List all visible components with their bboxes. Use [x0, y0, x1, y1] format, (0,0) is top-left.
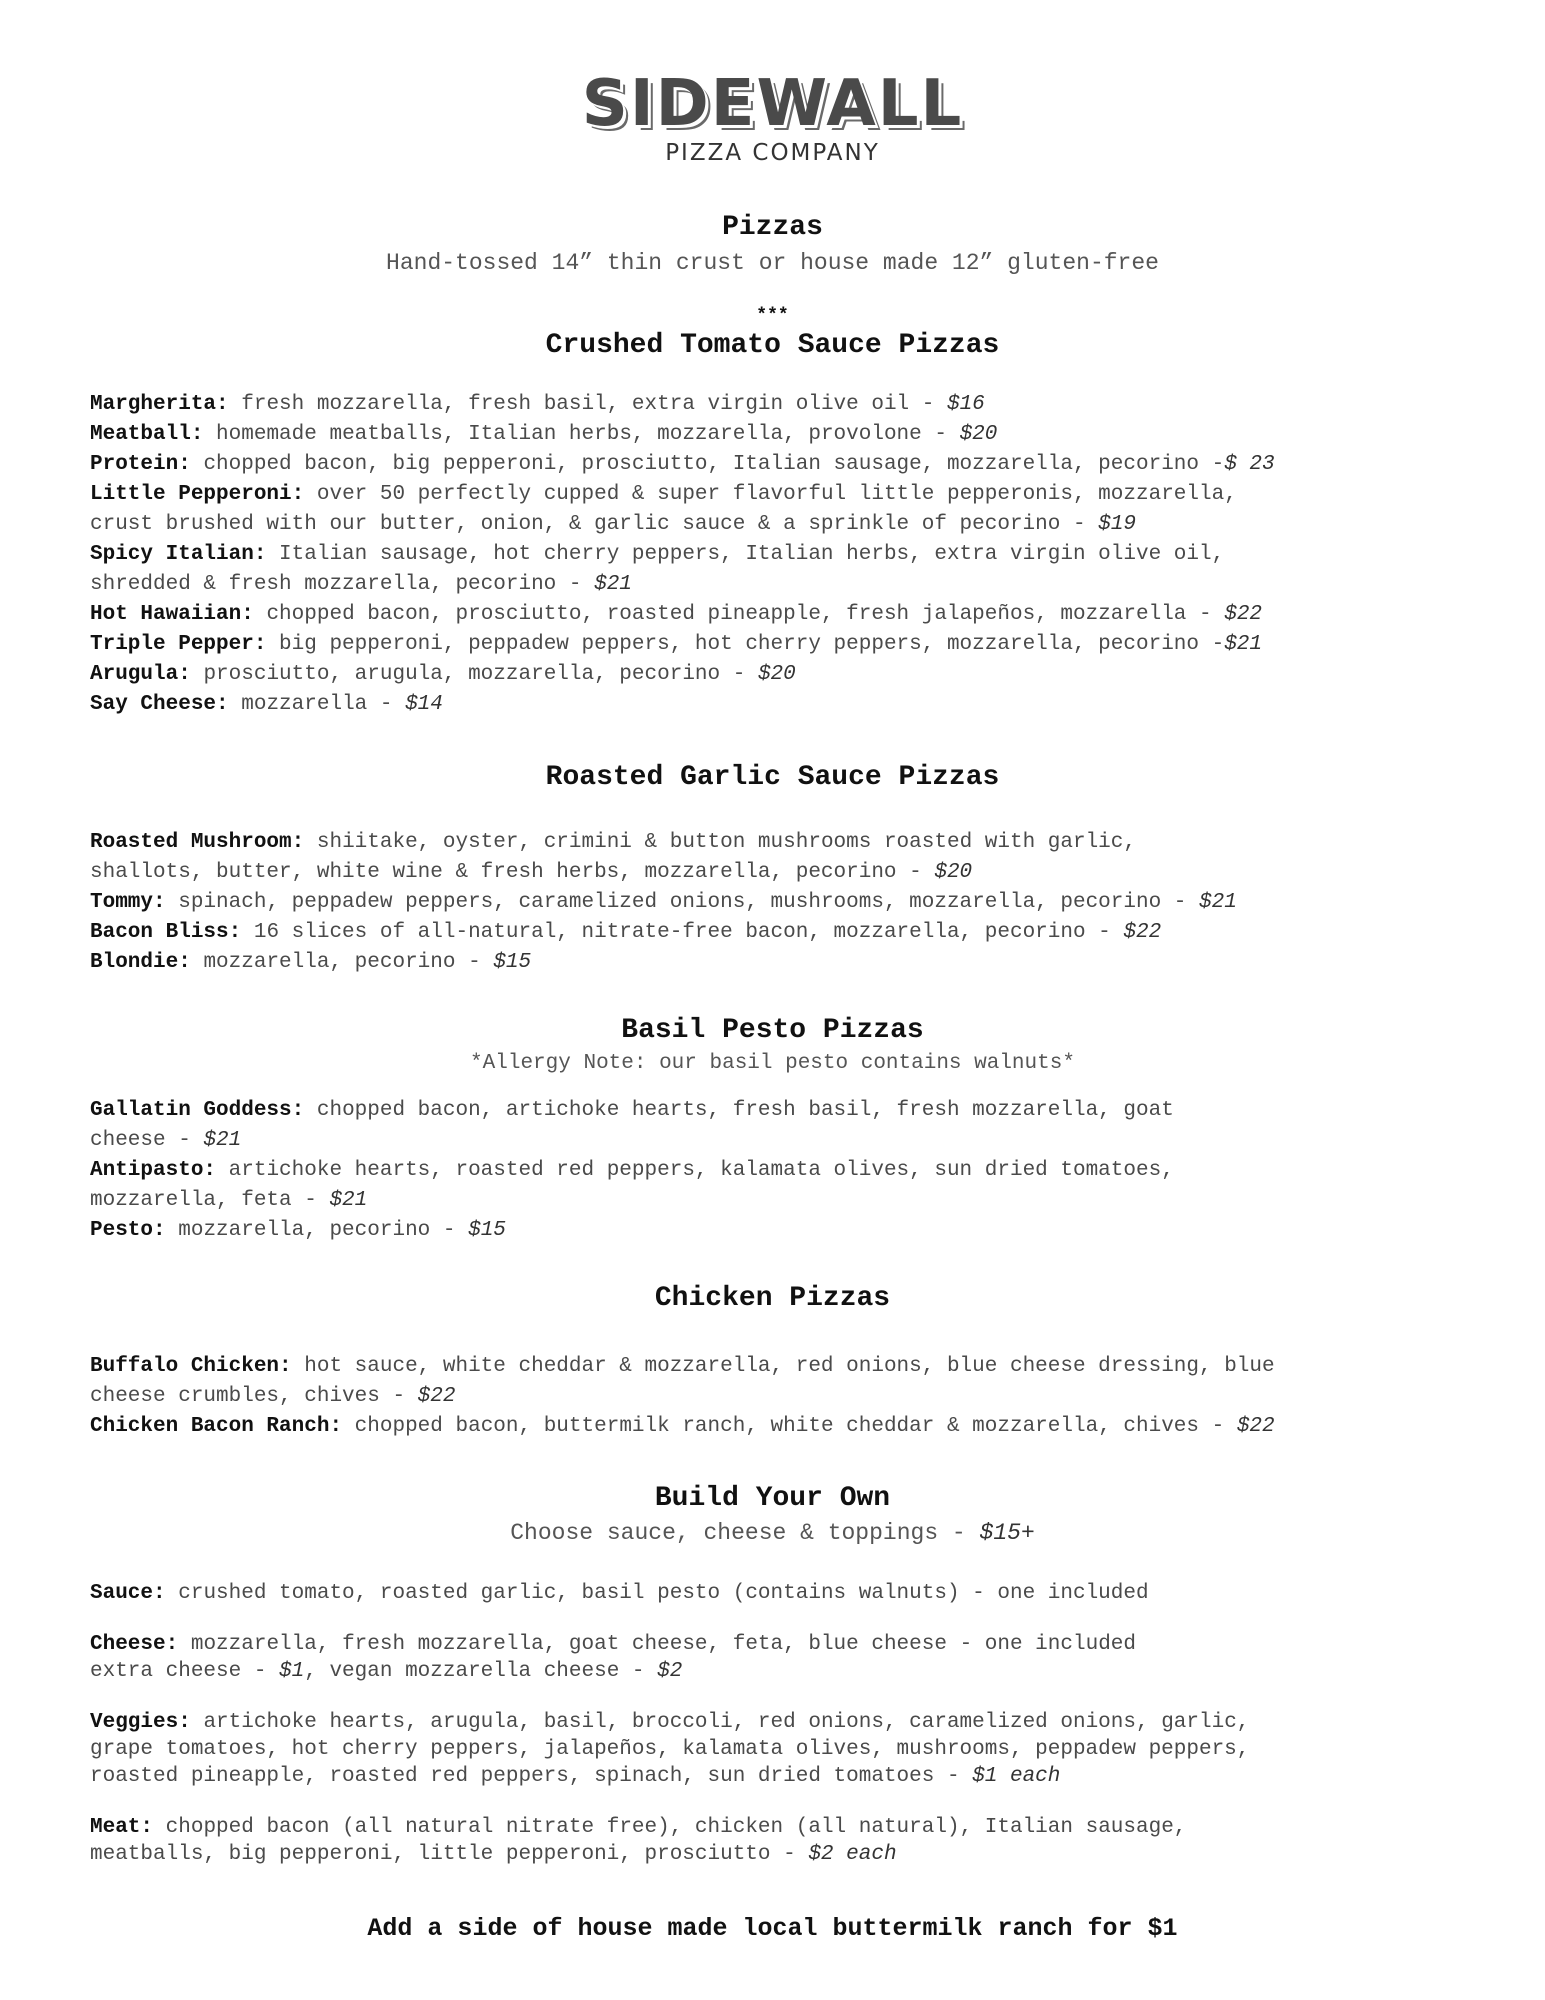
item-price: $19: [1098, 513, 1136, 536]
menu-item: Hot Hawaiian: chopped bacon, prosciutto, roasted pineapple, fresh jalapeños, mozzarella - $22: [90, 603, 1263, 626]
item-desc: over 50 perfectly cupped & super flavorful little pepperonis, mozzarella,: [316, 483, 1237, 506]
item-name: Chicken Bacon Ranch: [90, 1415, 330, 1438]
item-desc: shiitake, oyster, crimini & button mushrooms roasted with garlic,: [316, 831, 1136, 854]
option-price: $1 each: [972, 1765, 1061, 1788]
logo-wordmark: SIDEWALL: [581, 67, 964, 141]
option-desc: artichoke hearts, arugula, basil, broccoli, red onions, caramelized onions, garlic,: [203, 1711, 1250, 1734]
section-title-garlic: Roasted Garlic Sauce Pizzas: [545, 762, 1000, 793]
item-name: Little Pepperoni: [90, 483, 292, 506]
item-desc: mozzarella, pecorino -: [178, 1219, 469, 1242]
item-price: $14: [405, 693, 443, 716]
item-price: $21: [203, 1129, 242, 1152]
tomato-menu-list: [90, 390, 1490, 720]
item-price: $20: [959, 423, 998, 446]
item-desc: mozzarella, pecorino -: [203, 951, 494, 974]
item-desc: homemade meatballs, Italian herbs, mozzarella, provolone -: [216, 423, 960, 446]
byo-subtitle: [0, 1520, 1545, 1546]
menu-item: Triple Pepper: big pepperoni, peppadew peppers, hot cherry peppers, mozzarella, pecorino -$21: [90, 633, 1263, 656]
item-price: $16: [946, 393, 985, 416]
item-name: Triple Pepper: [90, 633, 254, 656]
item-price: $22: [1236, 1415, 1275, 1438]
option-name: Sauce: [90, 1582, 154, 1605]
item-price: $15: [493, 951, 532, 974]
option-name: Cheese: [90, 1633, 166, 1656]
item-price: $ 23: [1224, 453, 1275, 476]
section-title-byo: Build Your Own: [654, 1483, 891, 1514]
chicken-menu-list: [90, 1352, 1490, 1442]
item-name: Arugula: [90, 663, 179, 686]
menu-item-cont: [90, 510, 1490, 540]
item-name: Meatball: [90, 423, 191, 446]
section-title-tomato: Crushed Tomato Sauce Pizzas: [545, 330, 1000, 361]
page-title: Pizzas: [722, 212, 823, 243]
option-desc: meatballs, big pepperoni, little pepperoni, prosciutto -: [90, 1843, 809, 1866]
item-price: $22: [1224, 603, 1263, 626]
menu-item-cont: [90, 1126, 1490, 1156]
logo: [0, 67, 1545, 166]
item-name: Gallatin Goddess: [90, 1099, 292, 1122]
option-desc: , vegan mozzarella cheese -: [304, 1660, 658, 1683]
option-price: $2: [657, 1660, 683, 1683]
item-name: Protein: [90, 453, 179, 476]
menu-item: Gallatin Goddess: chopped bacon, artichoke hearts, fresh basil, fresh mozzarella, goat: [90, 1099, 1174, 1122]
menu-item: Spicy Italian: Italian sausage, hot cherry peppers, Italian herbs, extra virgin olive oil,: [90, 543, 1225, 566]
item-desc: mozzarella -: [241, 693, 406, 716]
item-desc: mozzarella, feta -: [90, 1189, 330, 1212]
footer-note: Add a side of house made local buttermilk ranch for $1: [367, 1914, 1178, 1943]
menu-item: Say Cheese: mozzarella - $14: [90, 693, 443, 716]
byo-base-price: $15+: [979, 1520, 1035, 1546]
item-name: Blondie: [90, 951, 179, 974]
item-price: $21: [329, 1189, 368, 1212]
divider-stars: ***: [756, 306, 789, 326]
item-desc: crust brushed with our butter, onion, & garlic sauce & a sprinkle of pecorino -: [90, 513, 1099, 536]
garlic-menu-list: [90, 828, 1490, 978]
page-subtitle: Hand-tossed 14” thin crust or house made 12” gluten-free: [386, 250, 1159, 276]
byo-meat: Meat: chopped bacon (all natural nitrate free), chicken (all natural), Italian sausage,: [90, 1816, 1187, 1839]
menu-item: Tommy: spinach, peppadew peppers, caramelized onions, mushrooms, mozzarella, pecorino - $21: [90, 891, 1237, 914]
byo-veggies: Veggies: artichoke hearts, arugula, basil, broccoli, red onions, caramelized onions, garlic,: [90, 1711, 1250, 1734]
item-name: Antipasto: [90, 1159, 204, 1182]
item-desc: chopped bacon, big pepperoni, prosciutto, Italian sausage, mozzarella, pecorino -: [203, 453, 1225, 476]
item-name: Spicy Italian: [90, 543, 254, 566]
section-title-pesto: Basil Pesto Pizzas: [621, 1015, 924, 1046]
item-price: $21: [1199, 891, 1237, 914]
item-price: $20: [934, 861, 973, 884]
byo-sauce: Sauce: crushed tomato, roasted garlic, basil pesto (contains walnuts) - one included: [90, 1582, 1149, 1605]
byo-cheese: Cheese: mozzarella, fresh mozzarella, goat cheese, feta, blue cheese - one included: [90, 1633, 1136, 1656]
item-desc: hot sauce, white cheddar & mozzarella, red onions, blue cheese dressing, blue: [304, 1355, 1275, 1378]
option-name: Veggies: [90, 1711, 179, 1734]
item-desc: chopped bacon, artichoke hearts, fresh basil, fresh mozzarella, goat: [316, 1099, 1174, 1122]
byo-cheese-extra: [90, 1658, 1490, 1685]
menu-item-cont: [90, 858, 1490, 888]
menu-item-cont: [90, 1382, 1490, 1412]
menu-item: Pesto: mozzarella, pecorino - $15: [90, 1219, 506, 1242]
item-name: Tommy: [90, 891, 154, 914]
menu-item: Roasted Mushroom: shiitake, oyster, crimini & button mushrooms roasted with garlic,: [90, 831, 1136, 854]
item-name: Buffalo Chicken: [90, 1355, 280, 1378]
item-price: $22: [417, 1385, 456, 1408]
byo-meat-cont: [90, 1841, 1490, 1868]
item-desc: big pepperoni, peppadew peppers, hot cherry peppers, mozzarella, pecorino -: [279, 633, 1225, 656]
pesto-menu-list: [90, 1096, 1490, 1246]
item-desc: chopped bacon, prosciutto, roasted pineapple, fresh jalapeños, mozzarella -: [266, 603, 1225, 626]
option-desc: roasted pineapple, roasted red peppers, spinach, sun dried tomatoes -: [90, 1765, 973, 1788]
menu-item: Meatball: homemade meatballs, Italian herbs, mozzarella, provolone - $20: [90, 423, 998, 446]
menu-item: Bacon Bliss: 16 slices of all-natural, nitrate-free bacon, mozzarella, pecorino - $22: [90, 921, 1162, 944]
item-name: Roasted Mushroom: [90, 831, 292, 854]
option-price: $2 each: [808, 1843, 897, 1866]
item-name: Hot Hawaiian: [90, 603, 242, 626]
option-name: Meat: [90, 1816, 141, 1839]
option-price: $1: [279, 1660, 305, 1683]
item-desc: artichoke hearts, roasted red peppers, kalamata olives, sun dried tomatoes,: [228, 1159, 1174, 1182]
section-title-chicken: Chicken Pizzas: [654, 1283, 891, 1314]
item-price: $21: [1224, 633, 1263, 656]
item-price: $20: [757, 663, 796, 686]
item-desc: Italian sausage, hot cherry peppers, Italian herbs, extra virgin olive oil,: [279, 543, 1225, 566]
menu-item: Chicken Bacon Ranch: chopped bacon, buttermilk ranch, white cheddar & mozzarella, chives - $22: [90, 1415, 1275, 1438]
item-desc: 16 slices of all-natural, nitrate-free bacon, mozzarella, pecorino -: [253, 921, 1124, 944]
item-desc: shallots, butter, white wine & fresh herbs, mozzarella, pecorino -: [90, 861, 935, 884]
item-price: $15: [468, 1219, 506, 1242]
item-name: Say Cheese: [90, 693, 217, 716]
menu-item: Antipasto: artichoke hearts, roasted red peppers, kalamata olives, sun dried tomatoes,: [90, 1159, 1174, 1182]
menu-item: Blondie: mozzarella, pecorino - $15: [90, 951, 532, 974]
byo-subtitle-text: Choose sauce, cheese & toppings -: [510, 1520, 980, 1546]
menu-item: Arugula: prosciutto, arugula, mozzarella, pecorino - $20: [90, 663, 796, 686]
item-desc: spinach, peppadew peppers, caramelized onions, mushrooms, mozzarella, pecorino -: [178, 891, 1200, 914]
menu-item-cont: [90, 1186, 1490, 1216]
byo-veggies-cont: [90, 1736, 1490, 1763]
byo-veggies-cont: [90, 1763, 1490, 1790]
item-desc: fresh mozzarella, fresh basil, extra virgin olive oil -: [241, 393, 947, 416]
allergy-note: *Allergy Note: our basil pesto contains walnuts*: [470, 1052, 1075, 1075]
item-price: $22: [1123, 921, 1162, 944]
item-name: Pesto: [90, 1219, 154, 1242]
byo-options: [90, 1580, 1490, 1868]
item-name: Margherita: [90, 393, 217, 416]
option-desc: chopped bacon (all natural nitrate free), chicken (all natural), Italian sausage,: [165, 1816, 1187, 1839]
item-price: $21: [594, 573, 632, 596]
menu-item-cont: [90, 570, 1490, 600]
menu-item: Margherita: fresh mozzarella, fresh basil, extra virgin olive oil - $16: [90, 393, 985, 416]
item-name: Bacon Bliss: [90, 921, 229, 944]
menu-item: Buffalo Chicken: hot sauce, white cheddar & mozzarella, red onions, blue cheese dressing, blue: [90, 1355, 1275, 1378]
option-desc: grape tomatoes, hot cherry peppers, jalapeños, kalamata olives, mushrooms, peppadew peppers,: [90, 1738, 1250, 1761]
menu-item: Protein: chopped bacon, big pepperoni, prosciutto, Italian sausage, mozzarella, pecorino -$ 23: [90, 453, 1275, 476]
item-desc: chopped bacon, buttermilk ranch, white cheddar & mozzarella, chives -: [354, 1415, 1237, 1438]
option-desc: extra cheese -: [90, 1660, 280, 1683]
option-desc: mozzarella, fresh mozzarella, goat cheese, feta, blue cheese - one included: [190, 1633, 1136, 1656]
option-desc: crushed tomato, roasted garlic, basil pesto (contains walnuts) - one included: [178, 1582, 1149, 1605]
item-desc: cheese crumbles, chives -: [90, 1385, 418, 1408]
item-desc: shredded & fresh mozzarella, pecorino -: [90, 573, 595, 596]
item-desc: prosciutto, arugula, mozzarella, pecorino -: [203, 663, 758, 686]
item-desc: cheese -: [90, 1129, 204, 1152]
menu-item: Little Pepperoni: over 50 perfectly cupped & super flavorful little pepperonis, mozzarella,: [90, 483, 1237, 506]
logo-subtitle: PIZZA COMPANY: [665, 140, 880, 166]
